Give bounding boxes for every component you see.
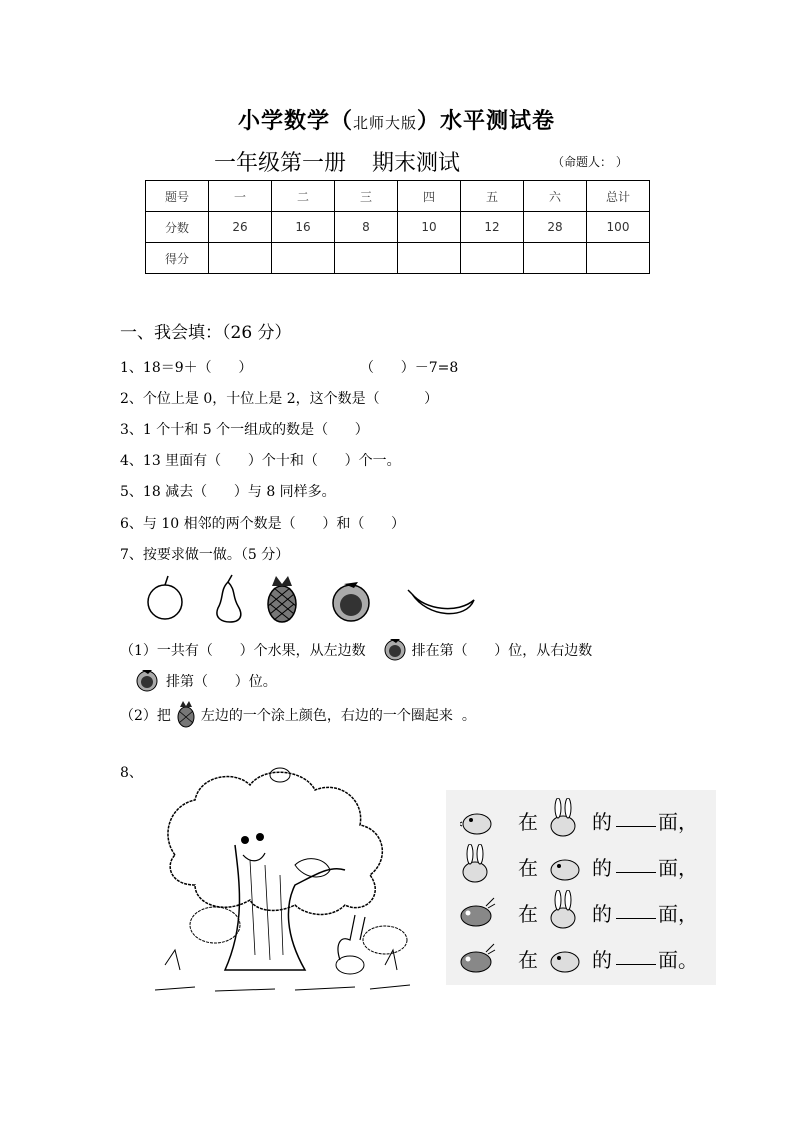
exam-label: 期末测试 <box>372 151 461 176</box>
position-panel <box>446 790 716 985</box>
section-heading: 一、我会填：（26 分） <box>120 323 292 343</box>
bird-icon <box>548 944 582 974</box>
question-7-1-cont: 排第（ ）位。 <box>134 668 277 696</box>
apple-icon <box>148 576 182 619</box>
table-cell: 二 <box>272 181 335 212</box>
bird-icon <box>460 806 494 836</box>
score-input-cell[interactable] <box>209 243 272 274</box>
question-4: 4、13 里面有（ ）个十和（ ）个一。 <box>120 453 401 469</box>
grade-label: 一年级第一册 <box>214 151 347 176</box>
peach-icon <box>382 637 408 665</box>
score-input-cell[interactable] <box>461 243 524 274</box>
table-cell: 100 <box>587 212 650 243</box>
page-title: 小学数学（北师大版）水平测试卷 <box>237 109 556 134</box>
table-row-earned <box>146 243 650 274</box>
rabbit-icon <box>548 798 578 838</box>
edition-label: 北师大版 <box>352 114 417 132</box>
question-7-1: （1）一共有（ ）个水果，从左边数 排在第（ ）位，从右边数 <box>120 637 592 665</box>
question-8: 8、 <box>120 765 143 781</box>
squirrel-icon <box>458 896 496 928</box>
table-cell: 四 <box>398 181 461 212</box>
question-1a: 1、18＝9＋（ ） <box>120 360 253 376</box>
question-3: 3、1 个十和 5 个一组成的数是（ ） <box>120 422 369 438</box>
answer-blank[interactable] <box>616 964 656 965</box>
fruit-row <box>140 572 480 624</box>
question-6: 6、与 10 相邻的两个数是（ ）和（ ） <box>120 516 406 532</box>
table-cell: 分数 <box>146 212 209 243</box>
banana-icon <box>408 590 474 614</box>
table-cell: 题号 <box>146 181 209 212</box>
table-cell: 26 <box>209 212 272 243</box>
pear-icon <box>217 575 241 622</box>
position-row: 在 的 面， <box>446 796 716 842</box>
pineapple-icon <box>268 576 296 622</box>
squirrel-icon <box>458 942 496 974</box>
table-cell: 一 <box>209 181 272 212</box>
table-cell: 得分 <box>146 243 209 274</box>
question-7: 7、按要求做一做。（5 分） <box>120 547 290 563</box>
bird-icon <box>548 852 582 882</box>
position-row: 在 的 面， <box>446 888 716 934</box>
table-cell: 12 <box>461 212 524 243</box>
question-5: 5、18 减去（ ）与 8 同样多。 <box>120 484 336 500</box>
position-row: 在 的 面。 <box>446 934 716 980</box>
position-row: 在 的 面， <box>446 842 716 888</box>
score-input-cell[interactable] <box>335 243 398 274</box>
question-1b: （ ）－7=8 <box>360 360 459 376</box>
score-input-cell[interactable] <box>587 243 650 274</box>
answer-blank[interactable] <box>616 826 656 827</box>
rabbit-icon <box>548 890 578 930</box>
rabbit-icon <box>460 844 490 884</box>
score-table <box>145 180 650 274</box>
table-row-points <box>146 212 650 243</box>
answer-blank[interactable] <box>616 872 656 873</box>
score-input-cell[interactable] <box>272 243 335 274</box>
table-cell: 总计 <box>587 181 650 212</box>
table-cell: 六 <box>524 181 587 212</box>
setter-label: （命题人： ） <box>552 155 628 169</box>
answer-blank[interactable] <box>616 918 656 919</box>
page-subtitle <box>214 146 460 177</box>
peach-icon <box>134 668 160 696</box>
question-7-2: （2）把 左边的一个涂上颜色，右边的一个圈起来 。 <box>120 700 476 732</box>
table-cell: 8 <box>335 212 398 243</box>
peach-icon <box>333 582 369 621</box>
tree-illustration <box>155 765 415 1000</box>
table-cell: 三 <box>335 181 398 212</box>
table-row-header <box>146 181 650 212</box>
table-cell: 10 <box>398 212 461 243</box>
table-cell: 28 <box>524 212 587 243</box>
question-2: 2、个位上是 0，十位上是 2，这个数是（ ） <box>120 391 439 407</box>
pineapple-icon <box>175 700 197 732</box>
score-input-cell[interactable] <box>398 243 461 274</box>
table-cell: 五 <box>461 181 524 212</box>
table-cell: 16 <box>272 212 335 243</box>
score-input-cell[interactable] <box>524 243 587 274</box>
